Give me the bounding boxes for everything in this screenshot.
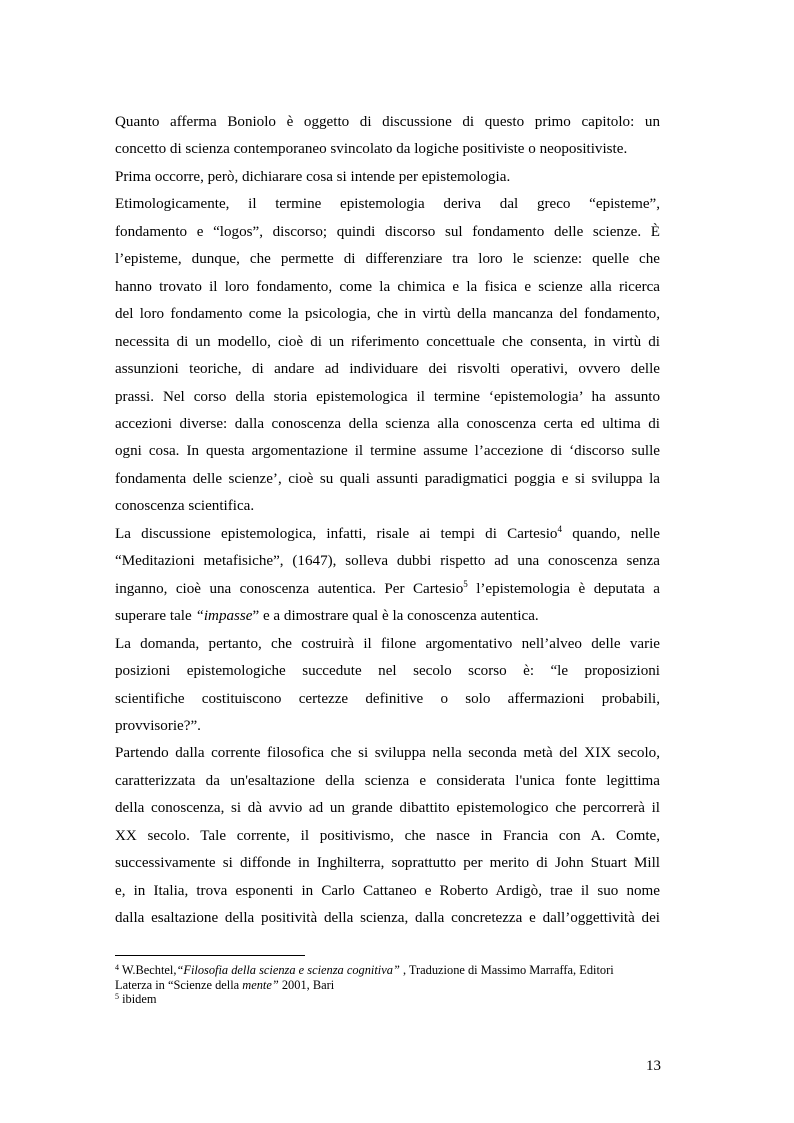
footnote-italic-run: mente” [242,977,279,992]
body-line-text: provvisorie?”. [115,717,201,734]
body-line-text: del loro fondamento come la psicologia, che in virtù della mancanza del fondamento, [115,306,660,323]
body-line-text: successivamente si diffonde in Inghilterra, soprattutto per merito di John Stuart Mill [115,855,660,872]
body-line-text: XX secolo. Tale corrente, il positivismo, che nasce in Francia con A. Comte, [115,827,660,844]
body-line-text: l’episteme, dunque, che permette di differenziare tra loro le scienze: quelle che [115,251,660,268]
body-line-text: e, in Italia, trova esponenti in Carlo Cattaneo e Roberto Ardigò, trae il suo nome [115,882,660,899]
body-line-text: prassi. Nel corso della storia epistemologica il termine ‘epistemologia’ ha assunto [115,388,660,405]
body-line-text: della conoscenza, si dà avvio ad un grande dibattito epistemologico che percorrerà il [115,800,660,817]
body-line [115,576,660,603]
body-line [115,466,660,493]
body-line-text: Prima occorre, però, dichiarare cosa si intende per epistemologia. [115,168,511,185]
footnote-marker: 5 [115,992,119,1002]
body-line [115,109,660,136]
body-line [115,850,660,877]
body-line-text: conoscenza scientifica. [115,498,255,515]
footnote-separator [115,955,305,956]
body-line-text: ogni cosa. In questa argomentazione il termine assume l’accezione di ‘discorso sulle [115,443,660,460]
body-line [115,905,660,932]
body-line [115,740,660,767]
body-line [115,493,660,520]
body-text-run: La discussione epistemologica, infatti, risale ai tempi di Cartesio [115,525,558,542]
body-line-text: dalla esaltazione della positività della scienza, dalla concretezza e dall’oggettività dei [115,910,660,927]
body-line [115,438,660,465]
body-text-run: quando, nelle [561,525,660,542]
footnote-marker: 5 [463,578,468,589]
body-line-text: accezioni diverse: dalla conoscenza della scienza alla conoscenza certa ed ultima di [115,415,660,432]
page-number: 13 [646,1058,661,1074]
body-italic-run: “impasse [195,608,253,625]
body-line-text: fondamento e “logos”, discorso; quindi discorso sul fondamento delle scienze. È [115,223,660,240]
body-line [115,246,660,273]
body-line-text: fondamenta delle scienze’, cioè su quali assunti paradigmatici poggia e si sviluppa la [115,470,660,487]
body-line [115,411,660,438]
footnote-text-run: 2001, Bari [278,977,335,992]
footnote-line [115,978,665,993]
body-line [115,301,660,328]
body-text-run: ” e a dimostrare qual è la conoscenza autentica. [252,608,539,625]
body-line [115,356,660,383]
footnote-marker: 4 [557,523,562,534]
body-line-text: La domanda, pertanto, che costruirà il filone argomentativo nell’alveo delle varie [115,635,660,652]
body-text [115,109,660,933]
body-line-text: scientifiche costituiscono certezze definitive o solo affermazioni probabili, [115,690,660,707]
body-line-text: hanno trovato il loro fondamento, come la chimica e la fisica e scienze alla ricerca [115,278,660,295]
body-line [115,768,660,795]
body-line [115,548,660,575]
body-line [115,191,660,218]
body-line [115,823,660,850]
body-text-run: l’epistemologia è deputata a [467,580,660,597]
body-line [115,384,660,411]
body-line-text: assunzioni teoriche, di andare ad individuare dei risvolti operativi, ovvero delle [115,361,660,378]
body-line [115,795,660,822]
body-line-text: Partendo dalla corrente filosofica che si sviluppa nella seconda metà del XIX secolo, [115,745,660,762]
body-line [115,603,660,630]
body-text-run: inganno, cioè una conoscenza autentica. Per Cartesio [115,580,464,597]
body-line [115,164,660,191]
body-line [115,878,660,905]
body-line-text: posizioni epistemologiche succedute nel secolo scorso è: “le proposizioni [115,663,660,680]
body-line-text: caratterizzata da un'esaltazione della scienza e considerata l'unica fonte legittima [115,772,660,789]
footnote-text-run: , Traduzione di Massimo Marraffa, Editori [399,963,614,977]
body-text-run: superare tale [115,608,196,625]
footnotes [115,963,665,1007]
footnote-line [115,992,665,1007]
body-line [115,274,660,301]
footnote-text-run: W.Bechtel, [119,963,177,977]
body-line [115,521,660,548]
body-line-text: Etimologicamente, il termine epistemologia deriva dal greco “episteme”, [115,196,660,213]
body-line [115,219,660,246]
body-line-text: necessita di un modello, cioè di un riferimento concettuale che consenta, in virtù di [115,333,660,350]
body-line-text: “Meditazioni metafisiche”, (1647), solleva dubbi rispetto ad una conoscenza senza [115,553,660,570]
footnote-italic-run: “Filosofia della scienza e scienza cognitiva” [176,963,400,977]
footnote-line [115,963,665,978]
footnote-marker: 4 [115,963,119,972]
body-line [115,329,660,356]
body-line [115,136,660,163]
body-line [115,686,660,713]
body-line-text: concetto di scienza contemporaneo svincolato da logiche positiviste o neopositiviste. [115,141,628,158]
footnote-text-run: ibidem [119,992,157,1007]
body-line [115,658,660,685]
body-line [115,631,660,658]
body-line-text: Quanto afferma Boniolo è oggetto di discussione di questo primo capitolo: un [115,114,660,130]
body-line [115,713,660,740]
footnote-text-run: Laterza in “Scienze della [115,977,243,992]
